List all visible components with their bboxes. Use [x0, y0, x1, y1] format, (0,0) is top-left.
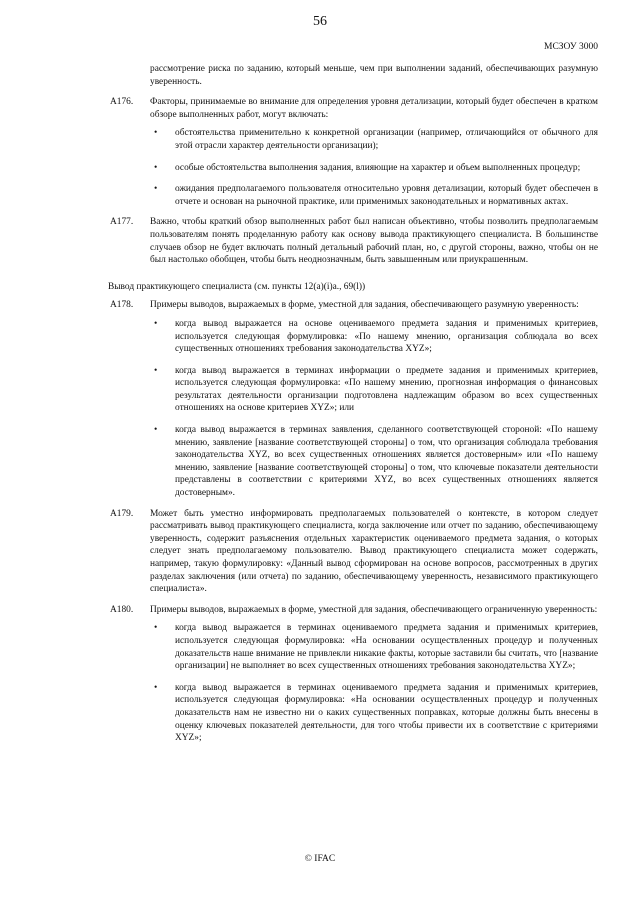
- bullet-list: [150, 127, 598, 208]
- continuation-text: рассмотрение риска по заданию, который меньше, чем при выполнении заданий, обеспечивающих разумную уверенность.: [150, 64, 598, 87]
- paragraph-text: Примеры выводов, выражаемых в форме, уместной для задания, обеспечивающего ограниченную уверенность:: [150, 604, 598, 615]
- page-number: 56: [313, 14, 327, 29]
- list-item-text: обстоятельства применительно к конкретной организации (например, отличающийся от обычного для этой отрасли характер деятельности организации);: [175, 128, 598, 151]
- bullet-icon: •: [154, 162, 158, 173]
- paragraph-text: Примеры выводов, выражаемых в форме, уместной для задания, обеспечивающего разумную уверенность:: [150, 300, 579, 311]
- list-item: [150, 622, 598, 672]
- paragraph-number: A179.: [110, 508, 134, 519]
- bullet-icon: •: [154, 623, 158, 634]
- list-item: [150, 183, 598, 208]
- paragraph-text: Важно, чтобы краткий обзор выполненных работ был написан объективно, чтобы позволить предполагаемым пользователям понять проделанную работу как основу вывода практикующего специалиста. В большинстве случаев обзор не будет включать полный детальный рабочий план, но, с другой стороны, важно, чтобы он не был настолько обобщен, чтобы быть неоднозначным, быть завышенным или приукрашенным.: [150, 217, 598, 266]
- bullet-icon: •: [154, 425, 158, 436]
- bullet-icon: •: [154, 318, 158, 329]
- list-item-text: когда вывод выражается в терминах информации о предмете задания и применимых критериев, используется следующая формулировка: «По нашему мнению, прогнозная информация о финансовых результатах деятельности организации подготовлена надлежащим образом во всех существенных отношениях на основе критериев XYZ»; или: [175, 365, 598, 414]
- paragraph-text: Может быть уместно информировать предполагаемых пользователей о контексте, в котором следует рассматривать вывод практикующего специалиста, когда заключение или отчет по заданию, обеспечивающему уверенность, содержит разъяснения отдельных характеристик оцениваемого предмета задания, о которых следует знать предполагаемому пользователю. Вывод практикующего специалиста может содержать, например, такую формулировку: «Данный вывод сформирован на основе вопросов, рассмотренных в других разделах заключения (или отчета) по заданию, обеспечивающему уверенность, независимого практикующего специалиста».: [150, 508, 598, 595]
- paragraph-text: Факторы, принимаемые во внимание для определения уровня детализации, который будет обеспечен в кратком обзоре выполненных работ, могут включать:: [150, 97, 598, 120]
- paragraph-a177: [110, 216, 598, 266]
- list-item-text: когда вывод выражается в терминах заявления, сделанного соответствующей стороной: «По нашему мнению, заявление [название соответствующей стороны] о том, что организация соблюдала требования законодательства XYZ, во всех существенных отношениях является достоверным» или «По нашему мнению, заявление [название соответствующей стороны] о том, что ключевые показатели деятельности представлены в соответствии с критериями XYZ, во всех существенных отношениях является достоверным».: [175, 425, 598, 499]
- paragraph-a179: [110, 508, 598, 596]
- paragraph-number: A180.: [110, 604, 134, 615]
- paragraph-number: A178.: [110, 300, 134, 311]
- paragraph-a176: [110, 96, 598, 208]
- section-heading: Вывод практикующего специалиста (см. пункты 12(a)(i)a., 69(l)): [108, 281, 366, 292]
- paragraph-number: A176.: [110, 97, 134, 108]
- bullet-list: [150, 318, 598, 500]
- bullet-icon: •: [154, 184, 158, 195]
- list-item-text: особые обстоятельства выполнения задания, влияющие на характер и объем выполненных процедур;: [175, 162, 581, 173]
- document-code: МСЗОУ 3000: [544, 42, 598, 52]
- list-item-text: ожидания предполагаемого пользователя относительно уровня детализации, который будет обеспечен в отчете и основан на рыночной практике, или применимых законодательных и нормативных актах.: [175, 184, 598, 207]
- list-item: [150, 127, 598, 152]
- footer-copyright: © IFAC: [304, 854, 336, 864]
- list-item: [150, 682, 598, 745]
- paragraph-a178: [110, 299, 598, 499]
- bullet-list: [150, 622, 598, 744]
- list-item-text: когда вывод выражается на основе оцениваемого предмета задания и применимых критериев, используется следующая формулировка: «По нашему мнению, организация соблюдала во всех существенных отношениях требования законодательства XYZ»;: [175, 318, 598, 355]
- bullet-icon: •: [154, 682, 158, 693]
- paragraph-number: A177.: [110, 217, 134, 228]
- paragraph-a180: [110, 604, 598, 745]
- document-body: [110, 63, 598, 753]
- list-item: [150, 318, 598, 356]
- list-item: [150, 162, 598, 175]
- bullet-icon: •: [154, 365, 158, 376]
- list-item-text: когда вывод выражается в терминах оцениваемого предмета задания и применимых критериев, используется следующая формулировка: «На основании осуществленных процедур и полученных доказательств нам не известно ни о каких существенных поправках, которые должны быть внесены в оценку ключевых показателей деятельности, для того чтобы привести их в соответствие с критериями XYZ»;: [175, 682, 598, 744]
- list-item: [150, 365, 598, 415]
- list-item: [150, 424, 598, 500]
- bullet-icon: •: [154, 128, 158, 139]
- list-item-text: когда вывод выражается в терминах оцениваемого предмета задания и применимых критериев, используется следующая формулировка: «На основании осуществленных процедур и полученных доказательств наше внимание не привлекли никакие факты, которые заставили бы считать, что [название организации] не выполняет во всех существенных отношениях требования законодательства XYZ»;: [175, 623, 598, 672]
